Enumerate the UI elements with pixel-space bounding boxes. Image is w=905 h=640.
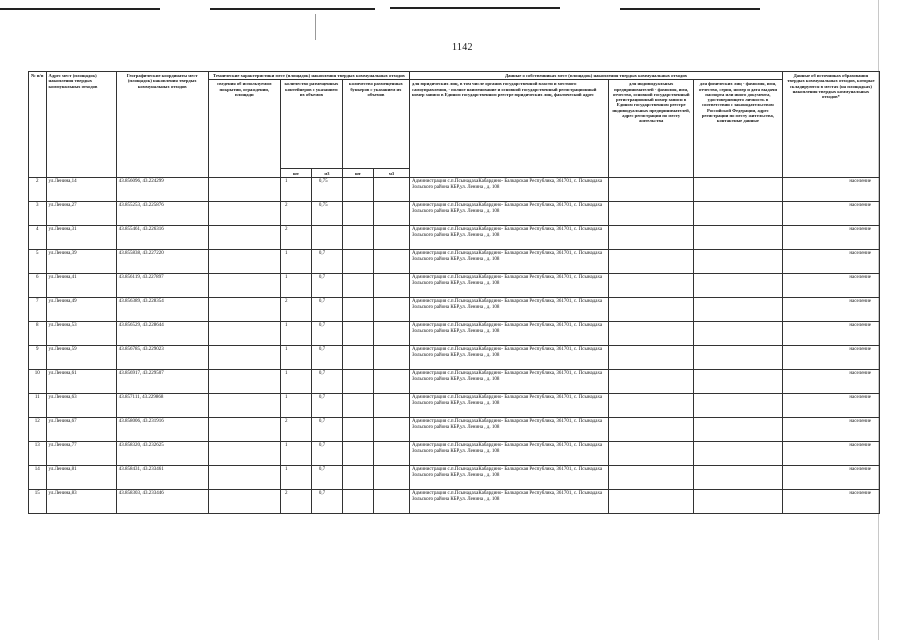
cell-bunker-volume xyxy=(373,322,409,346)
cell-num: 10 xyxy=(29,370,47,394)
cell-owner-entrepreneur xyxy=(609,274,694,298)
cell-owner-legal: Администрация с.п.ПсынадахаКабардино- Балкарская Республика, 361701, с. Псынадаха Зольского района КБР,ул. Ленина , д. 108 xyxy=(410,178,609,202)
cell-owner-legal: Администрация с.п.ПсынадахаКабардино- Балкарская Республика, 361701, с. Псынадаха Зольского района КБР,ул. Ленина , д. 108 xyxy=(410,466,609,490)
cell-source: население xyxy=(782,250,879,274)
header-individuals: для физических лиц - фамилия, имя, отчество, серия, номер и дата выдачи паспорта или иного документа, удостоверяющего личность в соответствии с законодательством Российской Федерации, адрес регистрации по месту жительства, контактные данные xyxy=(694,80,783,178)
cell-owner-legal: Администрация с.п.ПсынадахаКабардино- Балкарская Республика, 361701, с. Псынадаха Зольского района КБР,ул. Ленина , д. 108 xyxy=(410,346,609,370)
cell-bunker-count xyxy=(342,394,373,418)
cell-source: население xyxy=(782,322,879,346)
cell-num: 14 xyxy=(29,466,47,490)
table-body xyxy=(29,178,880,514)
header-sources: Данные об источниках образования твердых коммунальных отходов, которые складируются в местах (на площадках) накопления твердых коммунальных отходов* xyxy=(782,72,879,178)
cell-source: население xyxy=(782,466,879,490)
cell-num: 9 xyxy=(29,346,47,370)
cell-coords: 43.856529, 43.228644 xyxy=(116,322,208,346)
cell-owner-legal: Администрация с.п.ПсынадахаКабардино- Балкарская Республика, 361701, с. Псынадаха Зольского района КБР,ул. Ленина , д. 108 xyxy=(410,322,609,346)
cell-coords: 43.858431, 43.233461 xyxy=(116,466,208,490)
cell-owner-legal: Администрация с.п.ПсынадахаКабардино- Балкарская Республика, 361701, с. Псынадаха Зольского района КБР,ул. Ленина , д. 108 xyxy=(410,394,609,418)
cell-coords: 43.858320, 43.232625 xyxy=(116,442,208,466)
cell-source: население xyxy=(782,298,879,322)
cell-container-count: 2 xyxy=(280,226,311,250)
cell-owner-entrepreneur xyxy=(609,418,694,442)
cell-cover xyxy=(208,442,280,466)
cell-source: население xyxy=(782,442,879,466)
cell-owner-legal: Администрация с.п.ПсынадахаКабардино- Балкарская Республика, 361701, с. Псынадаха Зольского района КБР,ул. Ленина , д. 108 xyxy=(410,250,609,274)
cell-container-volume: 0,7 xyxy=(311,466,342,490)
table-row xyxy=(29,370,880,394)
cell-bunker-volume xyxy=(373,274,409,298)
cell-address: ул.Ленина,77 xyxy=(46,442,116,466)
cell-bunker-count xyxy=(342,466,373,490)
cell-bunker-count xyxy=(342,418,373,442)
cell-owner-individual xyxy=(694,274,783,298)
table-row xyxy=(29,178,880,202)
header-containers: количество размещенных контейнеров с указанием их объемов xyxy=(280,80,342,169)
cell-owner-individual xyxy=(694,298,783,322)
cell-cover xyxy=(208,274,280,298)
cell-owner-individual xyxy=(694,418,783,442)
cell-address: ул.Ленина,61 xyxy=(46,370,116,394)
cell-container-count: 2 xyxy=(280,298,311,322)
cell-num: 11 xyxy=(29,394,47,418)
cell-address: ул.Ленина,81 xyxy=(46,466,116,490)
header-legal: для юридических лиц, в том числе органов государственной власти и местного самоуправления, - полное наименование и основной государственный регистрационный номер записи в Едином государственном реестре юридических лиц, фактический адрес xyxy=(410,80,609,178)
cell-owner-entrepreneur xyxy=(609,250,694,274)
header-tech: Технические характеристики мест (площадок) накопления твердых коммунальных отходов xyxy=(208,72,409,80)
cell-container-count: 2 xyxy=(280,202,311,226)
cell-owner-entrepreneur xyxy=(609,178,694,202)
cell-container-volume: 0,7 xyxy=(311,274,342,298)
header-entrepreneurs: для индивидуальных предпринимателей - фамилия, имя, отчество, основной государственный регистрационный номер записи в Едином государственном реестре индивидуальных предпринимателей, адрес регистрации по месту жительства xyxy=(609,80,694,178)
scan-dash-3 xyxy=(390,7,560,9)
cell-source: население xyxy=(782,226,879,250)
scan-fold-line xyxy=(315,14,316,40)
cell-owner-entrepreneur xyxy=(609,466,694,490)
cell-owner-legal: Администрация с.п.ПсынадахаКабардино- Балкарская Республика, 361701, с. Псынадаха Зольского района КБР,ул. Ленина , д. 108 xyxy=(410,202,609,226)
cell-bunker-count xyxy=(342,490,373,514)
cell-address: ул.Ленина,59 xyxy=(46,346,116,370)
cell-bunker-volume xyxy=(373,442,409,466)
cell-cover xyxy=(208,178,280,202)
table-row xyxy=(29,322,880,346)
cell-owner-entrepreneur xyxy=(609,202,694,226)
cell-container-count: 1 xyxy=(280,346,311,370)
cell-container-count: 1 xyxy=(280,274,311,298)
cell-coords: 43.855461, 43.226316 xyxy=(116,226,208,250)
cell-container-volume: 0,75 xyxy=(311,178,342,202)
cell-num: 6 xyxy=(29,274,47,298)
cell-address: ул.Ленина,49 xyxy=(46,298,116,322)
cell-num: 3 xyxy=(29,202,47,226)
cell-bunker-volume xyxy=(373,178,409,202)
cell-num: 13 xyxy=(29,442,47,466)
cell-coords: 43.856917, 43.229507 xyxy=(116,370,208,394)
cell-address: ул.Ленина,27 xyxy=(46,202,116,226)
cell-bunker-count xyxy=(342,250,373,274)
cell-bunker-volume xyxy=(373,418,409,442)
cell-owner-legal: Администрация с.п.ПсынадахаКабардино- Балкарская Республика, 361701, с. Псынадаха Зольского района КБР,ул. Ленина , д. 108 xyxy=(410,370,609,394)
cell-bunker-count xyxy=(342,346,373,370)
cell-container-volume: 0,7 xyxy=(311,394,342,418)
cell-coords: 43.857111, 43.229868 xyxy=(116,394,208,418)
cell-num: 15 xyxy=(29,490,47,514)
table-row xyxy=(29,250,880,274)
cell-container-volume: 0,7 xyxy=(311,490,342,514)
cell-owner-individual xyxy=(694,322,783,346)
cell-owner-individual xyxy=(694,394,783,418)
page-number: 1142 xyxy=(452,42,473,53)
cell-container-count: 1 xyxy=(280,250,311,274)
cell-container-count: 1 xyxy=(280,442,311,466)
cell-container-volume: 0,7 xyxy=(311,442,342,466)
cell-bunker-volume xyxy=(373,394,409,418)
cell-num: 2 xyxy=(29,178,47,202)
cell-owner-individual xyxy=(694,490,783,514)
cell-bunker-volume xyxy=(373,466,409,490)
cell-container-volume: 0,7 xyxy=(311,298,342,322)
cell-container-count: 2 xyxy=(280,418,311,442)
cell-owner-individual xyxy=(694,202,783,226)
cell-owner-entrepreneur xyxy=(609,370,694,394)
cell-bunker-count xyxy=(342,226,373,250)
cell-cover xyxy=(208,322,280,346)
header-bunkers: количество размещенных бункеров с указанием их объемов xyxy=(342,80,409,169)
cell-address: ул.Ленина,63 xyxy=(46,394,116,418)
cell-container-volume: 0,7 xyxy=(311,370,342,394)
cell-source: население xyxy=(782,490,879,514)
table-row xyxy=(29,466,880,490)
cell-bunker-count xyxy=(342,370,373,394)
cell-owner-individual xyxy=(694,442,783,466)
cell-owner-individual xyxy=(694,370,783,394)
cell-owner-legal: Администрация с.п.ПсынадахаКабардино- Балкарская Республика, 361701, с. Псынадаха Зольского района КБР,ул. Ленина , д. 108 xyxy=(410,298,609,322)
cell-owner-individual xyxy=(694,226,783,250)
cell-bunker-count xyxy=(342,442,373,466)
cell-address: ул.Ленина,14 xyxy=(46,178,116,202)
cell-cover xyxy=(208,226,280,250)
cell-source: население xyxy=(782,346,879,370)
cell-coords: 43.858303, 43.233446 xyxy=(116,490,208,514)
cell-owner-entrepreneur xyxy=(609,442,694,466)
cell-cover xyxy=(208,394,280,418)
scan-dash-1 xyxy=(0,8,160,10)
table-row xyxy=(29,346,880,370)
table-row xyxy=(29,298,880,322)
cell-owner-entrepreneur xyxy=(609,226,694,250)
cell-cover xyxy=(208,202,280,226)
table-row xyxy=(29,394,880,418)
header-coords: Географические координаты мест (площадок) накопления твердых коммунальных отходов xyxy=(116,72,208,178)
cell-bunker-volume xyxy=(373,346,409,370)
cell-bunker-volume xyxy=(373,370,409,394)
cell-bunker-count xyxy=(342,274,373,298)
header-address: Адрес мест (площадок) накопления твердых коммунальных отходов xyxy=(46,72,116,178)
cell-owner-entrepreneur xyxy=(609,346,694,370)
cell-owner-entrepreneur xyxy=(609,490,694,514)
cell-owner-entrepreneur xyxy=(609,298,694,322)
cell-num: 5 xyxy=(29,250,47,274)
cell-owner-individual xyxy=(694,178,783,202)
cell-container-volume: 0,7 xyxy=(311,250,342,274)
cell-bunker-volume xyxy=(373,202,409,226)
cell-owner-legal: Администрация с.п.ПсынадахаКабардино- Балкарская Республика, 361701, с. Псынадаха Зольского района КБР,ул. Ленина , д. 108 xyxy=(410,226,609,250)
cell-bunker-count xyxy=(342,322,373,346)
scan-dash-2 xyxy=(210,8,375,10)
scan-dash-4 xyxy=(620,8,760,10)
header-cover: сведения об используемом покрытии, ограждении, площади xyxy=(208,80,280,178)
header-unit-pcs: шт xyxy=(280,169,311,178)
cell-container-count: 2 xyxy=(280,490,311,514)
cell-num: 12 xyxy=(29,418,47,442)
table-row xyxy=(29,442,880,466)
header-unit-m3: м3 xyxy=(373,169,409,178)
cell-coords: 43.856096, 43.224299 xyxy=(116,178,208,202)
cell-address: ул.Ленина,83 xyxy=(46,490,116,514)
cell-address: ул.Ленина,41 xyxy=(46,274,116,298)
cell-address: ул.Ленина,67 xyxy=(46,418,116,442)
cell-container-volume xyxy=(311,226,342,250)
cell-source: население xyxy=(782,178,879,202)
cell-owner-legal: Администрация с.п.ПсынадахаКабардино- Балкарская Республика, 361701, с. Псынадаха Зольского района КБР,ул. Ленина , д. 108 xyxy=(410,418,609,442)
cell-container-count: 1 xyxy=(280,394,311,418)
cell-cover xyxy=(208,346,280,370)
cell-bunker-count xyxy=(342,178,373,202)
cell-container-volume: 0,7 xyxy=(311,346,342,370)
cell-cover xyxy=(208,250,280,274)
header-owners: Данные о собственниках мест (площадок) накопления твердых коммунальных отходов xyxy=(410,72,783,80)
cell-address: ул.Ленина,31 xyxy=(46,226,116,250)
table-row xyxy=(29,202,880,226)
cell-address: ул.Ленина,39 xyxy=(46,250,116,274)
cell-source: население xyxy=(782,202,879,226)
cell-cover xyxy=(208,298,280,322)
cell-container-count: 1 xyxy=(280,370,311,394)
cell-coords: 43.856389, 43.228354 xyxy=(116,298,208,322)
cell-container-volume: 0,75 xyxy=(311,202,342,226)
cell-bunker-volume xyxy=(373,226,409,250)
table-row xyxy=(29,418,880,442)
cell-owner-entrepreneur xyxy=(609,322,694,346)
cell-num: 7 xyxy=(29,298,47,322)
cell-coords: 43.855253, 43.225876 xyxy=(116,202,208,226)
cell-coords: 43.858006, 43.231916 xyxy=(116,418,208,442)
cell-owner-legal: Администрация с.п.ПсынадахаКабардино- Балкарская Республика, 361701, с. Псынадаха Зольского района КБР,ул. Ленина , д. 108 xyxy=(410,274,609,298)
waste-sites-table xyxy=(28,71,880,514)
cell-address: ул.Ленина,53 xyxy=(46,322,116,346)
cell-coords: 43.856785, 43.229023 xyxy=(116,346,208,370)
cell-cover xyxy=(208,490,280,514)
cell-bunker-volume xyxy=(373,250,409,274)
cell-cover xyxy=(208,370,280,394)
cell-container-count: 1 xyxy=(280,322,311,346)
cell-container-count: 1 xyxy=(280,466,311,490)
cell-source: население xyxy=(782,274,879,298)
cell-owner-entrepreneur xyxy=(609,394,694,418)
cell-owner-legal: Администрация с.п.ПсынадахаКабардино- Балкарская Республика, 361701, с. Псынадаха Зольского района КБР,ул. Ленина , д. 108 xyxy=(410,442,609,466)
cell-bunker-volume xyxy=(373,298,409,322)
header-unit-m3: м3 xyxy=(311,169,342,178)
cell-source: население xyxy=(782,370,879,394)
cell-bunker-volume xyxy=(373,490,409,514)
cell-coords: 43.855838, 43.227220 xyxy=(116,250,208,274)
cell-container-volume: 0,7 xyxy=(311,322,342,346)
cell-num: 8 xyxy=(29,322,47,346)
table-row xyxy=(29,490,880,514)
header-unit-pcs: шт xyxy=(342,169,373,178)
cell-source: население xyxy=(782,394,879,418)
cell-container-volume: 0,7 xyxy=(311,418,342,442)
cell-bunker-count xyxy=(342,202,373,226)
table-row xyxy=(29,274,880,298)
cell-owner-individual xyxy=(694,250,783,274)
cell-bunker-count xyxy=(342,298,373,322)
table-row xyxy=(29,226,880,250)
cell-container-count: 1 xyxy=(280,178,311,202)
cell-owner-individual xyxy=(694,466,783,490)
cell-cover xyxy=(208,418,280,442)
cell-coords: 43.856119, 43.227897 xyxy=(116,274,208,298)
cell-source: население xyxy=(782,418,879,442)
cell-owner-individual xyxy=(694,346,783,370)
cell-num: 4 xyxy=(29,226,47,250)
cell-owner-legal: Администрация с.п.ПсынадахаКабардино- Балкарская Республика, 361701, с. Псынадаха Зольского района КБР,ул. Ленина , д. 108 xyxy=(410,490,609,514)
cell-cover xyxy=(208,466,280,490)
header-num: № п/п xyxy=(29,72,47,178)
